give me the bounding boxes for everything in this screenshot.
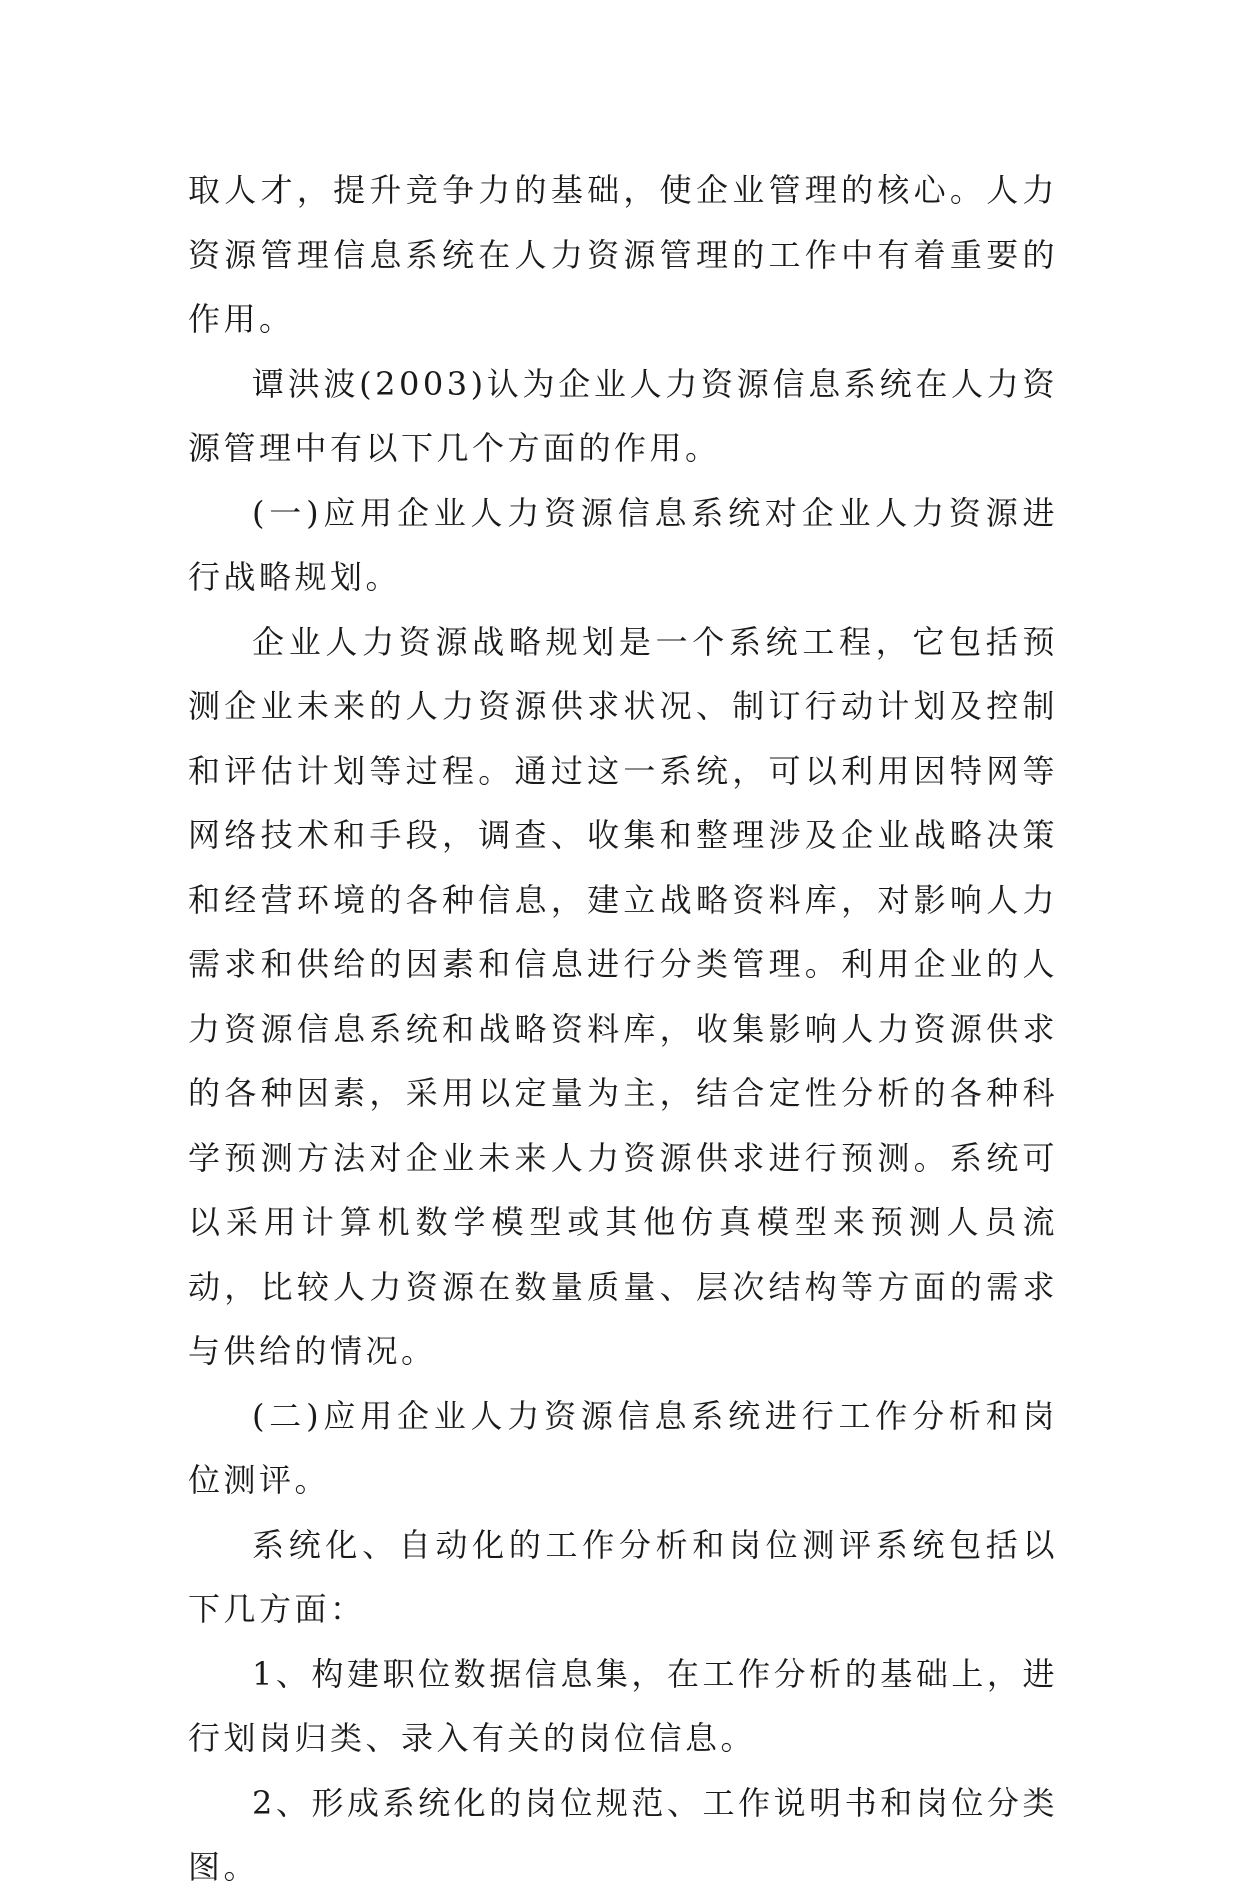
section-heading-2: (二)应用企业人力资源信息系统进行工作分析和岗位测评。: [188, 1396, 1058, 1499]
paragraph-2: 谭洪波(2003)认为企业人力资源信息系统在人力资源管理中有以下几个方面的作用。: [188, 364, 1058, 467]
paragraph-1: 取人才，提升竞争力的基础，使企业管理的核心。人力资源管理信息系统在人力资源管理的工作中有着重要的作用。: [188, 171, 1058, 338]
list-item-2: 2、形成系统化的岗位规范、工作说明书和岗位分类图。: [188, 1783, 1058, 1886]
section-heading-1: (一)应用企业人力资源信息系统对企业人力资源进行战略规划。: [188, 493, 1058, 596]
document-body: [188, 158, 1058, 1900]
paragraph-4: 系统化、自动化的工作分析和岗位测评系统包括以下几方面：: [188, 1525, 1058, 1628]
paragraph-3: 企业人力资源战略规划是一个系统工程，它包括预测企业未来的人力资源供求状况、制订行动计划及控制和评估计划等过程。通过这一系统，可以利用因特网等网络技术和手段，调查、收集和整理涉及企业战略决策和经营环境的各种信息，建立战略资料库，对影响人力需求和供给的因素和信息进行分类管理。利用企业的人力资源信息系统和战略资料库，收集影响人力资源供求的各种因素，采用以定量为主，结合定性分析的各种科学预测方法对企业未来人力资源供求进行预测。系统可以采用计算机数学模型或其他仿真模型来预测人员流动，比较人力资源在数量质量、层次结构等方面的需求与供给的情况。: [188, 622, 1058, 1370]
list-item-1: 1、构建职位数据信息集，在工作分析的基础上，进行划岗归类、录入有关的岗位信息。: [188, 1654, 1058, 1757]
